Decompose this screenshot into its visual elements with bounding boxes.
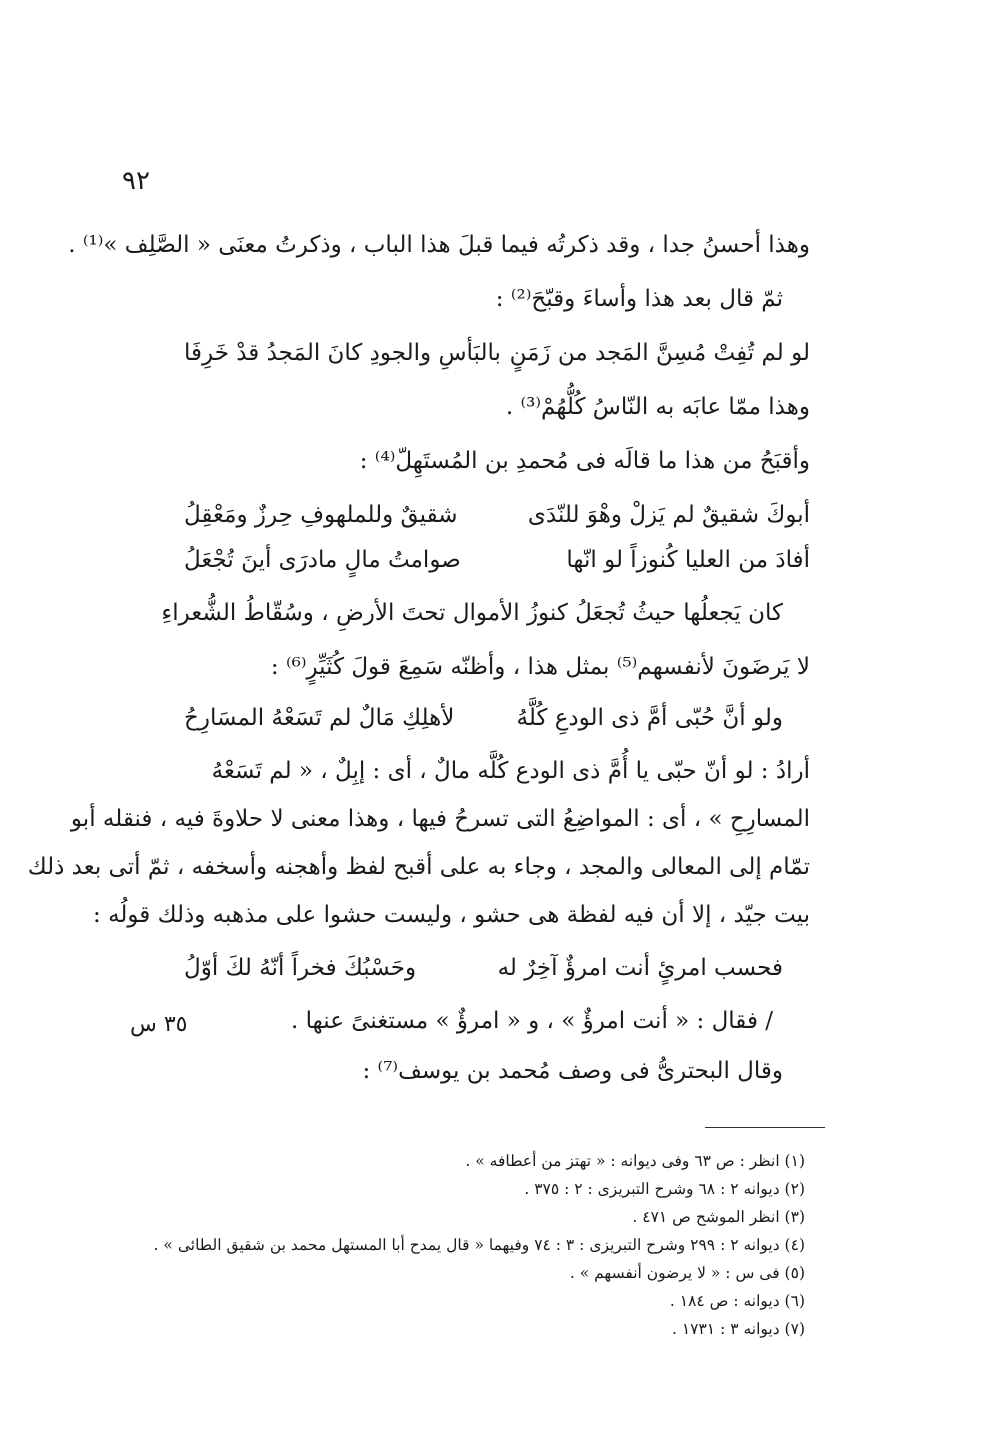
body-line-8: المسارِحِ » ، أى : المواضِعُ التى تسرحُ فيها ، وهذا معنى لا حلاوةَ فيه ، فنقله أبو	[70, 806, 810, 832]
footnote-separator	[705, 1127, 825, 1128]
margin-note: ٣٥ س	[130, 1012, 188, 1037]
verse-4-second-hemistich: لأهلِكِ مَالٌ لم تَسَعْهُ المسَارِحُ	[184, 705, 455, 731]
verse-2-first-hemistich: أبوكَ شقيقٌ لم يَزلْ وهْوَ للنّدَى	[527, 502, 810, 528]
verse-1-second-hemistich: بالبَأسِ والجودِ كانَ المَجدُ قدْ خَرِفَا	[184, 340, 501, 366]
footnote-1: (١) انظر : ص ٦٣ وفى ديوانه : « تهتز من أعطافه » .	[465, 1152, 805, 1170]
page-number: ٩٢	[122, 166, 150, 196]
verse-4-first-hemistich: ولو أنَّ حُبّى أمَّ ذى الودعِ كُلَّهُ	[516, 705, 783, 731]
footnote-6: (٦) ديوانه : ص ١٨٤ .	[669, 1292, 805, 1310]
body-line-4: وأقبَحُ من هذا ما قالَه فى مُحمدِ بن المُستَهِلّ⁽⁴⁾ :	[359, 448, 810, 474]
verse-1-first-hemistich: لو لم تُفِتْ مُسِنَّ المَجد من زَمَنٍ	[509, 340, 810, 366]
body-line-1: وهذا أحسنُ جدا ، وقد ذكرتُه فيما قبلَ هذا الباب ، وذكرتُ معنَى « الصَّلِف »⁽¹⁾ .	[68, 232, 810, 258]
footnote-5: (٥) فى س : « لا يرضون أنفسهم » .	[569, 1264, 805, 1282]
verse-5-first-hemistich: فحسب امرئٍ أنت امرؤٌ آخِرٌ له	[497, 955, 783, 981]
body-line-10: بيت جيّد ، إلا أن فيه لفظة هى حشو ، وليست حشوا على مذهبه وذلك قولُه :	[93, 902, 810, 928]
footnote-7: (٧) ديوانه ٣ : ١٧٣١ .	[671, 1320, 805, 1338]
body-line-9: تمّام إلى المعالى والمجد ، وجاء به على أقبح لفظ وأهجنه وأسخفه ، ثمّ أتى بعد ذلك	[27, 854, 810, 880]
body-line-7: أرادُ : لو أنّ حبّى يا أُمَّ ذى الودع كُلَّه مالٌ ، أى : إبِلٌ ، « لم تَسَعْهُ	[211, 758, 810, 784]
verse-2-second-hemistich: شقيقٌ وللملهوفِ حِرزٌ ومَعْقِلُ	[184, 502, 458, 528]
verse-5-second-hemistich: وحَسْبُكَ فخراً أنّهُ لكَ أوّلُ	[184, 955, 417, 981]
footnote-3: (٣) انظر الموشح ص ٤٧١ .	[632, 1208, 805, 1226]
footnote-4: (٤) ديوانه ٢ : ٢٩٩ وشرح التبريزى : ٣ : ٧٤ وفيهما « قال يمدح أبا المستهل محمد بن شقيق الطائى » .	[153, 1236, 805, 1254]
body-line-12: وقال البحترىُّ فى وصف مُحمد بن يوسف⁽⁷⁾ :	[362, 1058, 783, 1084]
body-line-6: لا يَرضَونَ لأنفسهم⁽⁵⁾ بمثل هذا ، وأظنّه سَمِعَ قولَ كُثَيِّرٍ⁽⁶⁾ :	[270, 654, 810, 680]
body-line-11: / فقال : « أنت امرؤٌ » ، و « امرؤٌ » مستغنىً عنها .	[291, 1008, 773, 1034]
verse-3-first-hemistich: أفادَ من العليا كُنوزاً لو انّها	[566, 547, 810, 573]
verse-3-second-hemistich: صوامتُ مالٍ مادرَى أينَ تُجْعَلُ	[184, 547, 461, 573]
body-line-3: وهذا ممّا عابَه به النّاسُ كُلُّهُمْ⁽³⁾ .	[505, 394, 810, 420]
body-line-5: كان يَجعلُها حيثُ تُجعَلُ كنوزُ الأموال تحتَ الأرضِ ، وسُقّاطُ الشُّعراءِ	[161, 600, 783, 626]
footnote-2: (٢) ديوانه ٢ : ٦٨ وشرح التبريزى : ٢ : ٣٧٥ .	[524, 1180, 805, 1198]
body-line-2: ثمّ قال بعد هذا وأساءَ وقبّحَ⁽²⁾ :	[495, 286, 783, 312]
